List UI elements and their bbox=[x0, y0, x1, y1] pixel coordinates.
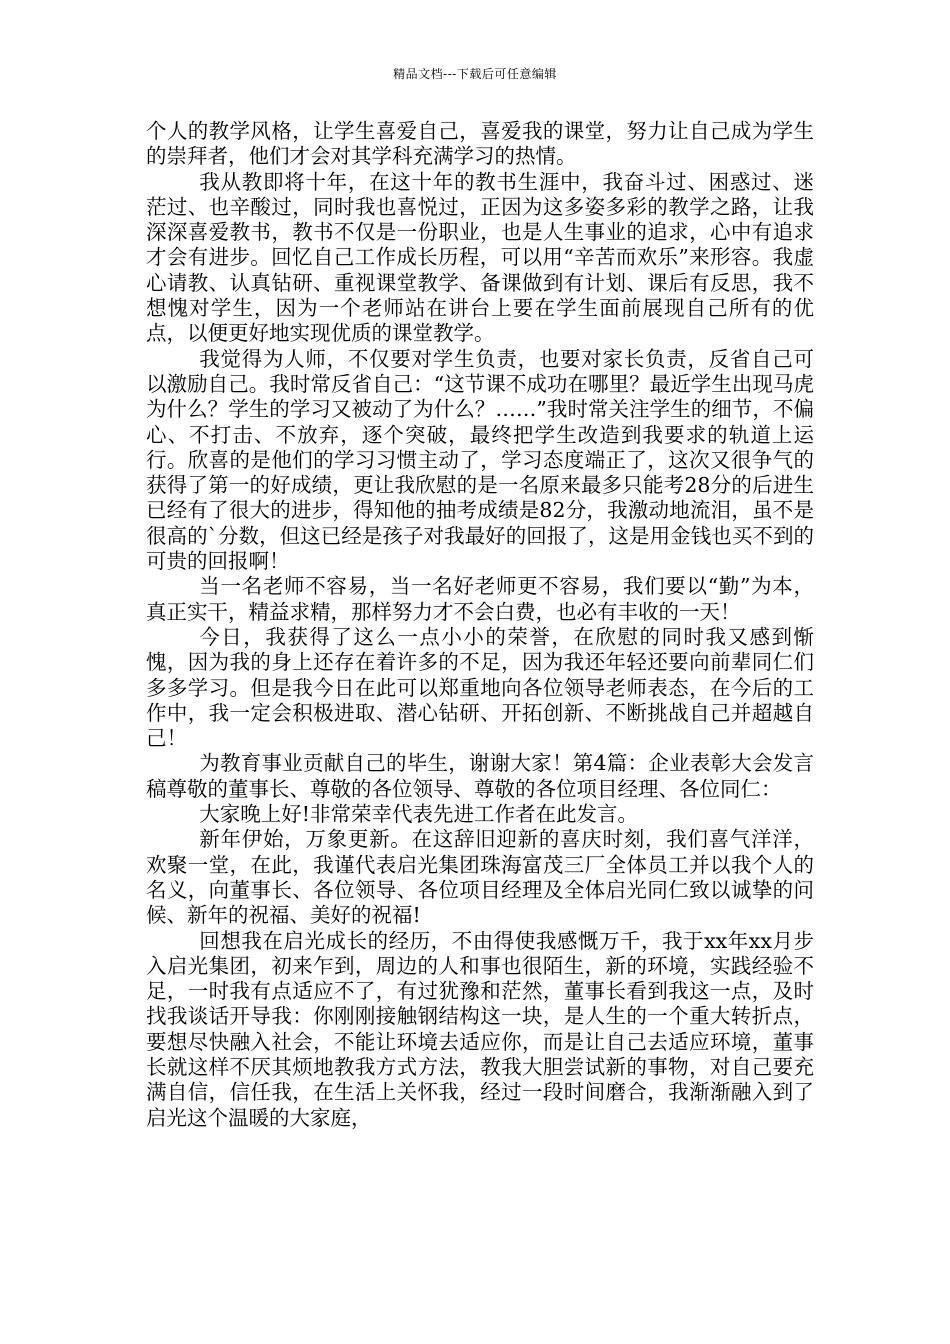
paragraph-6: 为教育事业贡献自己的毕生，谢谢大家！第4篇：企业表彰大会发言稿尊敬的董事长、尊敬的各位领导、尊敬的各位项目经理、各位同仁： bbox=[146, 751, 814, 801]
paragraph-4: 当一名老师不容易，当一名好老师更不容易，我们要以“勤”为本，真正实干，精益求精，那样努力才不会白费，也必有丰收的一天！ bbox=[146, 574, 814, 624]
paragraph-1: 个人的教学风格，让学生喜爱自己，喜爱我的课堂，努力让自己成为学生的崇拜者，他们才会对其学科充满学习的热情。 bbox=[146, 119, 814, 169]
paragraph-8: 新年伊始，万象更新。在这辞旧迎新的喜庆时刻，我们喜气洋洋，欢聚一堂，在此，我谨代表启光集团珠海富茂三厂全体员工并以我个人的名义，向董事长、各位领导、各位项目经理及全体启光同仁致以诚挚的问候、新年的祝福、美好的祝福! bbox=[146, 827, 814, 928]
paragraph-2: 我从教即将十年，在这十年的教书生涯中，我奋斗过、困惑过、迷茫过、也辛酸过，同时我也喜悦过，正因为这多姿多彩的教学之路，让我深深喜爱教书，教书不仅是一份职业，也是人生事业的追求，心中有追求才会有进步。回忆自己工作成长历程，可以用“辛苦而欢乐”来形容。我虚心请教、认真钻研、重视课堂教学、备课做到有计划、课后有反思，我不想愧对学生，因为一个老师站在讲台上要在学生面前展现自己所有的优点，以便更好地实现优质的课堂教学。 bbox=[146, 169, 814, 346]
paragraph-5: 今日，我获得了这么一点小小的荣誉，在欣慰的同时我又感到惭愧，因为我的身上还存在着许多的不足，因为我还年轻还要向前辈同仁们多多学习。但是我今日在此可以郑重地向各位领导老师表态，在今后的工作中，我一定会积极进取、潜心钻研、开拓创新、不断挑战自己并超越自己！ bbox=[146, 624, 814, 751]
paragraph-3: 我觉得为人师，不仅要对学生负责，也要对家长负责，反省自己可以激励自己。我时常反省自己：“这节课不成功在哪里？最近学生出现马虎为什么？学生的学习又被动了为什么？……”我时常关注学生的细节，不偏心、不打击、不放弃，逐个突破，最终把学生改造到我要求的轨道上运行。欣喜的是他们的学习习惯主动了，学习态度端正了，这次又很争气的获得了第一的好成绩，更让我欣慰的是一名原来最多只能考28分的后进生已经有了很大的进步，得知他的抽考成绩是82分，我激动地流泪，虽不是很高的`分数，但这已经是孩子对我最好的回报了，这是用金钱也买不到的可贵的回报啊！ bbox=[146, 346, 814, 574]
document-body bbox=[146, 119, 814, 1131]
paragraph-9: 回想我在启光成长的经历，不由得使我感慨万千，我于xx年xx月步入启光集团，初来乍到，周边的人和事也很陌生，新的环境，实践经验不足，一时我有点适应不了，有过犹豫和茫然，董事长看到我这一点，及时找我谈话开导我：你刚刚接触钢结构这一块，是人生的一个重大转折点，要想尽快融入社会，不能让环境去适应你，而是让自己去适应环境，董事长就这样不厌其烦地教我方式方法，教我大胆尝试新的事物，对自己要充满自信，信任我，在生活上关怀我，经过一段时间磨合，我渐渐融入到了启光这个温暖的大家庭， bbox=[146, 928, 814, 1130]
paragraph-7: 大家晚上好!非常荣幸代表先进工作者在此发言。 bbox=[199, 802, 639, 827]
page-header: 精品文档---下载后可任意编辑 bbox=[393, 67, 557, 81]
